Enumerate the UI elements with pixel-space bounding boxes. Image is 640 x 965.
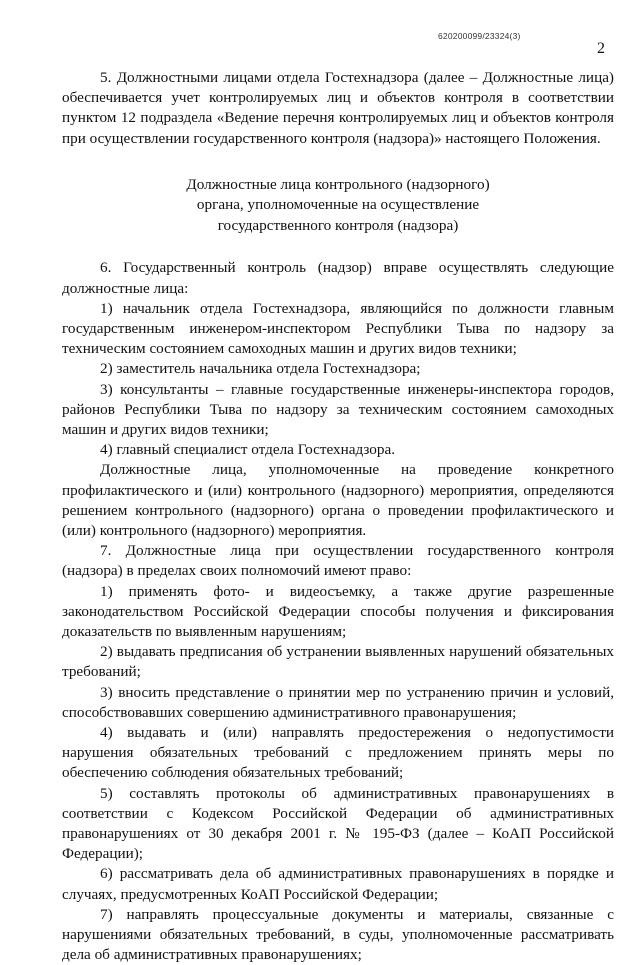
paragraph-6-officials: 6. Государственный контроль (надзор) вправе осуществлять следующие должностные лица: bbox=[62, 259, 614, 297]
list-item-7-5: 5) составлять протоколы об административных правонарушениях в соответствии с Кодексом Российской Федерации об административных правонарушениях от 30 декабря 2001 г. № 195-ФЗ (далее – КоАП Российской Федерации); bbox=[62, 784, 614, 863]
list-item-7-2: 2) выдавать предписания об устранении выявленных нарушений обязательных требований; bbox=[62, 643, 614, 681]
document-body bbox=[62, 68, 614, 965]
section-heading-line-3: государственного контроля (надзора) bbox=[217, 216, 459, 234]
list-item-7-7: 7) направлять процессуальные документы и материалы, связанные с нарушениями обязательных требований, в суды, уполномоченные рассматривать дела об административных правонарушениях; bbox=[62, 905, 614, 964]
section-heading-line-2: органа, уполномоченные на осуществление bbox=[196, 196, 480, 214]
list-item-7-1: 1) применять фото- и видеосъемку, а также другие разрешенные законодательством Российской Федерации способы получения и фиксирования доказательств по выявленным нарушениям; bbox=[62, 582, 614, 640]
paragraph-5-accounting: 5. Должностными лицами отдела Гостехнадзора (далее – Должностные лица) обеспечивается учет контролируемых лиц и объектов контроля в соответствии пунктом 12 подраздела «Ведение перечня контролируемых лиц и объектов контроля при осуществлении государственного контроля (надзора)» настоящего Положения. bbox=[62, 69, 614, 147]
section-heading-line-1: Должностные лица контрольного (надзорного) bbox=[186, 175, 490, 193]
list-item-7-3: 3) вносить представление о принятии мер по устранению причин и условий, способствовавших совершению административного правонарушения; bbox=[62, 683, 614, 721]
list-item-6-3: 3) консультанты – главные государственные инженеры-инспектора городов, районов Республики Тыва по надзору за техническим состоянием самоходных машин и других видов техники; bbox=[62, 380, 614, 438]
list-item-6-2: 2) заместитель начальника отдела Гостехнадзора; bbox=[100, 360, 421, 378]
list-item-6-1: 1) начальник отдела Гостехнадзора, являющийся по должности главным государственным инженером-инспектором Республики Тыва по надзору за техническим состоянием самоходных машин и других видов техники; bbox=[62, 299, 614, 358]
list-item-6-4: 4) главный специалист отдела Гостехнадзора. bbox=[100, 441, 396, 459]
list-item-7-6: 6) рассматривать дела об административных правонарушениях в порядке и случаях, предусмотренных КоАП Российской Федерации; bbox=[62, 865, 614, 903]
document-id: 620200099/23324(3) bbox=[438, 31, 521, 41]
paragraph-authorized-officials: Должностные лица, уполномоченные на проведение конкретного профилактического и (или) контрольного (надзорного) мероприятия, определяются решением контрольного (надзорного) органа о проведении профилактического и (или) контрольного (надзорного) мероприятия. bbox=[62, 461, 614, 539]
list-item-7-4: 4) выдавать и (или) направлять предостережения о недопустимости нарушения обязательных требований с предложением принять меры по обеспечению соблюдения обязательных требований; bbox=[62, 723, 614, 782]
paragraph-7-rights: 7. Должностные лица при осуществлении государственного контроля (надзора) в пределах своих полномочий имеют право: bbox=[62, 542, 614, 580]
section-heading bbox=[62, 175, 614, 237]
page-number: 2 bbox=[597, 40, 605, 57]
